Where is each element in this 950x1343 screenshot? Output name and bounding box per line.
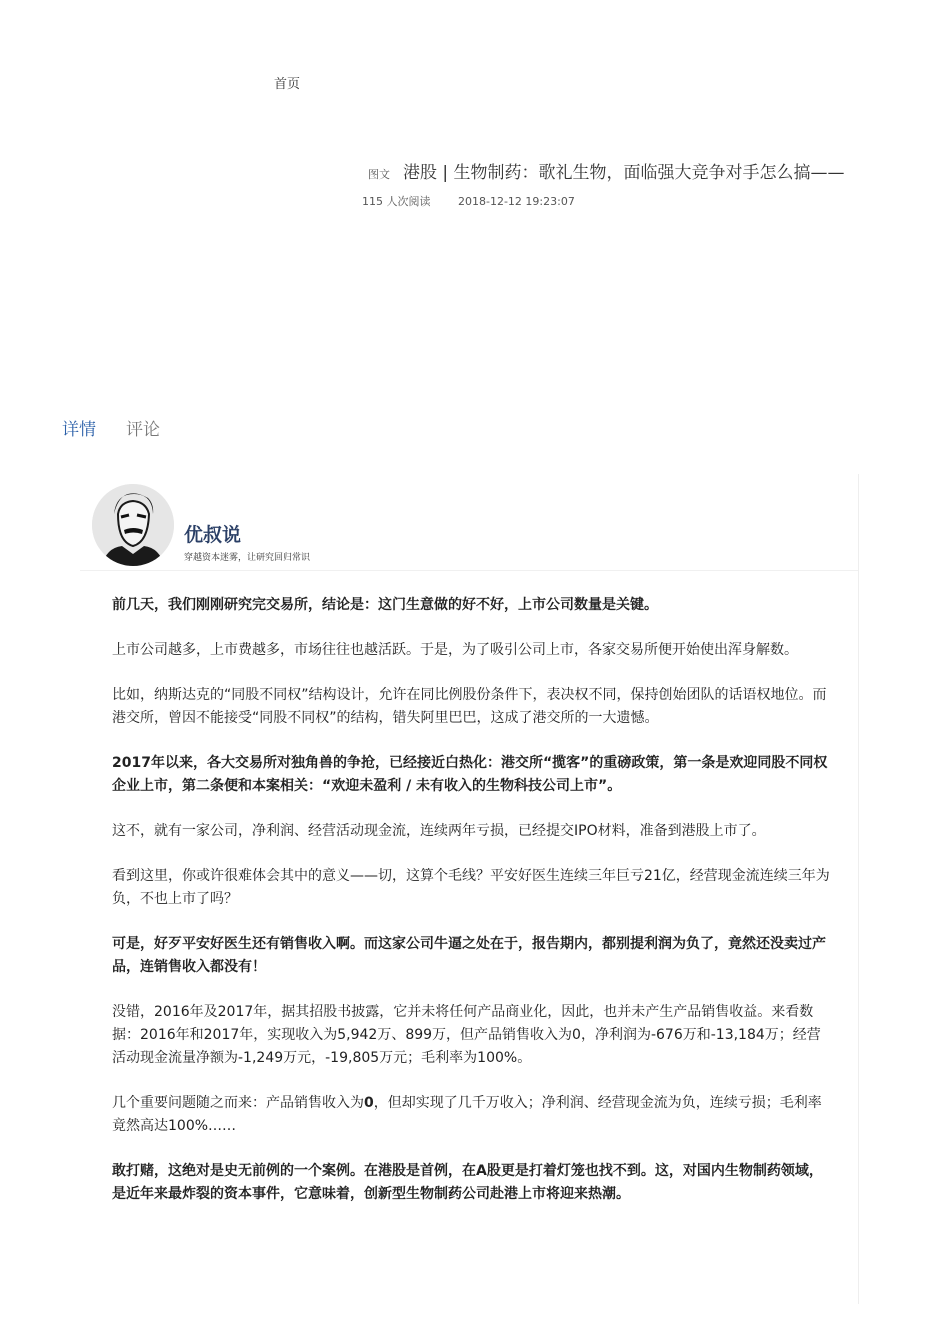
emphasis: 0 — [364, 1095, 374, 1111]
avatar — [92, 484, 174, 566]
paragraph: 比如，纳斯达克的“同股不同权”结构设计，允许在同比例股份条件下，表决权不同，保持创始团队的话语权地位。而港交所，曾因不能接受“同股不同权”的结构，错失阿里巴巴，这成了港交所的一大遗憾。 — [112, 687, 827, 726]
paragraph: 上市公司越多，上市费越多，市场往往也越活跃。于是，为了吸引公司上市，各家交易所便开始使出浑身解数。 — [112, 642, 798, 658]
article-body — [112, 594, 830, 1228]
paragraph: 可是，好歹平安好医生还有销售收入啊。而这家公司牛逼之处在于，报告期内，都别提利润为负了，竟然还没卖过产品，连销售收入都没有！ — [112, 936, 826, 975]
paragraph: 2017年以来，各大交易所对独角兽的争抢，已经接近白热化：港交所“揽客”的重磅政策，第一条是欢迎同股不同权企业上市，第二条便和本案相关：“欢迎未盈利 / 未有收入的生物科技公司上市”。 — [112, 755, 828, 794]
paragraph — [112, 1092, 830, 1138]
brand-name: 优叔说 — [184, 524, 242, 546]
article-type-tag: 图文 — [368, 168, 390, 181]
paragraph: 这不，就有一家公司，净利润、经营活动现金流，连续两年亏损，已经提交IPO材料，准备到港股上市了。 — [112, 823, 766, 839]
article-title: 港股 | 生物制药：歌礼生物，面临强大竞争对手怎么搞—— — [403, 163, 845, 183]
tab-comments[interactable]: 评论 — [126, 420, 160, 440]
brand-slogan: 穿越资本迷雾，让研究回归常识 — [184, 553, 311, 563]
article-meta — [362, 193, 928, 209]
publish-date: 2018-12-12 19:23:07 — [458, 195, 575, 208]
portrait-illustration — [92, 484, 174, 566]
paragraph: 没错，2016年及2017年，据其招股书披露，它并未将任何产品商业化，因此，也并未产生产品销售收益。来看数据：2016年和2017年，实现收入为5,942万、899万，但产品销售收入为0，净利润为-676万和-13,184万；经营活动现金流量净额为-1,249万元，-19,805万元；毛利率为100%。 — [112, 1004, 821, 1066]
divider — [80, 570, 858, 571]
tab-details[interactable]: 详情 — [62, 420, 96, 440]
nav-home-link[interactable]: 首页 — [274, 77, 301, 92]
tab-bar — [62, 415, 160, 440]
paragraph: 前几天，我们刚刚研究完交易所，结论是：这门生意做的好不好，上市公司数量是关键。 — [112, 597, 658, 613]
article-header — [362, 158, 928, 209]
paragraph-text: 几个重要问题随之而来：产品销售收入为 — [112, 1095, 364, 1111]
paragraph: 敢打赌，这绝对是史无前例的一个案例。在港股是首例，在A股更是打着灯笼也找不到。这，对国内生物制药领域，是近年来最炸裂的资本事件，它意味着，创新型生物制药公司赴港上市将迎来热潮。 — [112, 1163, 823, 1202]
paragraph-text: ，但却实现了几千万收入；净利润、经营现金流为负，连续亏损；毛利率竟然高达100%…… — [112, 1095, 822, 1134]
author-banner — [92, 480, 432, 570]
view-count: 115 人次阅读 — [362, 195, 431, 208]
title-row — [368, 158, 928, 183]
article-card — [80, 474, 859, 1304]
paragraph: 看到这里，你或许很难体会其中的意义——切，这算个毛线？平安好医生连续三年巨亏21亿，经营现金流连续三年为负，不也上市了吗？ — [112, 868, 830, 907]
